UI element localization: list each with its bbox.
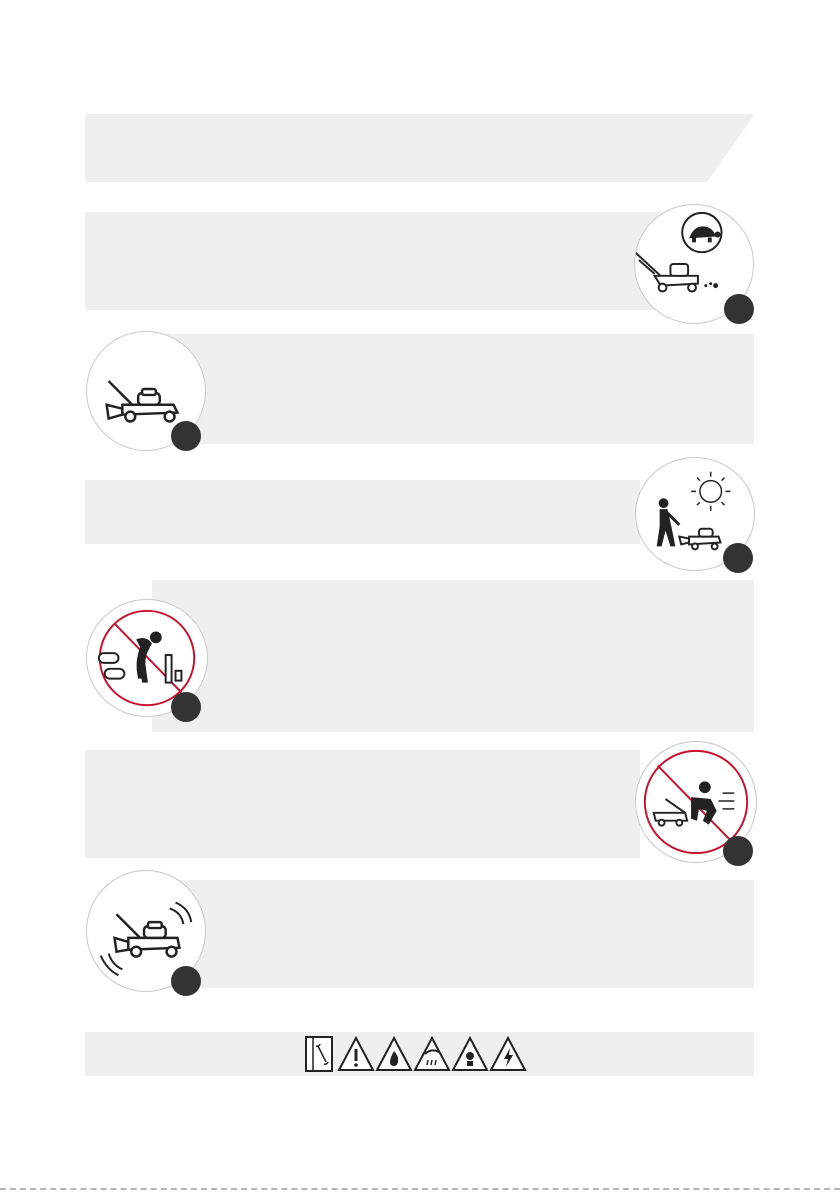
- section-no-drugs-alcohol: [152, 580, 754, 732]
- manual-wrench-icon: [305, 1036, 333, 1072]
- lawnmower-icon: [115, 914, 180, 956]
- hot-surface-icon: [413, 1036, 451, 1072]
- warning-exclamation-icon: [337, 1036, 375, 1072]
- step-badge: [171, 692, 201, 722]
- step-badge: [723, 543, 753, 573]
- footer-icon-strip: [85, 1032, 754, 1076]
- sun-icon: [691, 472, 730, 511]
- section-no-running: [85, 750, 640, 858]
- header-banner: [85, 114, 755, 182]
- section-mower: [165, 334, 754, 444]
- section-daylight: [85, 480, 640, 544]
- lawnmower-icon: [679, 529, 720, 550]
- step-badge: [723, 836, 753, 866]
- fire-hazard-icon: [375, 1036, 413, 1072]
- section-slow-down: [85, 212, 675, 310]
- step-badge: [724, 294, 754, 324]
- electric-shock-icon: [489, 1036, 527, 1072]
- section-vibration: [165, 880, 754, 988]
- lawnmower-icon: [107, 381, 178, 421]
- step-badge: [171, 421, 201, 451]
- walking-person-icon: [657, 498, 680, 546]
- lawnmower-icon: [635, 252, 698, 291]
- step-badge: [171, 966, 201, 996]
- turtle-icon: [682, 213, 721, 252]
- page-bottom-border: [0, 1188, 840, 1190]
- debris-dots-icon: [704, 282, 718, 288]
- toxic-fumes-icon: [451, 1036, 489, 1072]
